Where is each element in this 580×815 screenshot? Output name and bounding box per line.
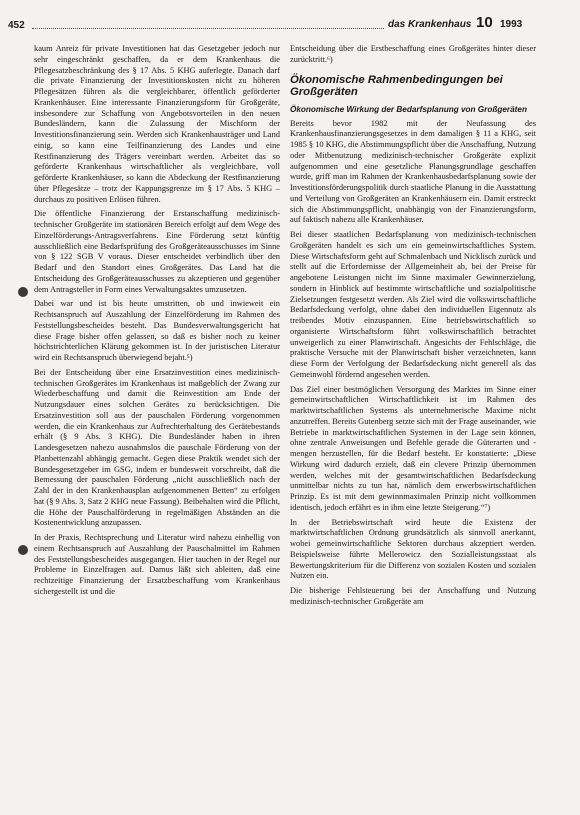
section-heading: Ökonomische Rahmenbedingungen bei Großgeräten	[290, 73, 503, 98]
left-paragraph: In der Praxis, Rechtsprechung und Literatur wird nahezu einhellig von einem Rechtsanspruch auf Auszahlung der Pauschalmittel im Rahmen des Feststellungsbescheides ausgegangen. Hier tauchen in der Regel nur Probleme in Einzelfragen auf. Damus läßt sich ableiten, daß eine rechtzeitige Finanzierung der Ersatzbeschaffung vom Krankenhaus sichergestellt ist und die	[34, 533, 280, 596]
issue-number: 10	[476, 14, 493, 31]
right-paragraph: Bei dieser staatlichen Bedarfsplanung von medizinisch-technischen Großgeräten handelt es sich um ein gemeinwirtschaftliches System. Diese Wirtschaftsform geht auf Schmalenbach und Nicklisch zurück und stellt auf die Erfordernisse der Allgemeinheit ab, bei der Preise für angebotene Leistungen nicht im Sinne maximaler Gewinnerzielung, sondern in Hinblick auf bestimmte wirtschaftliche und sozialpolitische Zielsetzungen festgesetzt werden. Als Ziel wird die volkswirtschaftliche Bedarfsdeckung verfolgt, ohne dabei den individuellen Eigennutz als treibendes Motiv einzuspannen. Eine betriebswirtschaftlich so organisierte Wirtschaftsform führt volkswirtschaftlich betrachtet unweigerlich zu einer Planwirtschaft. Angesichts der Fehlschläge, die praktische Versuche mit der Planwirtschaft bisher verzeichneten, kann diese Form der Verfolgung der Bedarfsdeckung nicht generell als das Gemeinwohl fördernd angesehen werden.	[290, 230, 536, 379]
header-rule	[32, 28, 384, 29]
page-header	[0, 0, 580, 42]
right-paragraph: Die bisherige Fehlsteuerung bei der Anschaffung und Nutzung medizinisch-technischer Großgeräte am	[290, 586, 536, 606]
punch-hole	[18, 287, 28, 297]
right-paragraph: Das Ziel einer bestmöglichen Versorgung des Marktes im Sinne einer gemeinwirtschaftlichen Wirtschaftlichkeit ist im Rahmen des marktwirtschaftlichen Systems als unternehmerische Maxime nicht anzutreffen. Bereits Gutenberg setzte sich mit der Frage auseinander, wie Betriebe in marktwirtschaftlichen Systemen in der Lage sein können, ohne zentrale Anweisungen und Befehle gerade die Güterarten und -mengen herzustellen, für die Bedarf besteht. Er konstatierte: „Diese Wirkung wird dadurch erzielt, daß ein clevere Prinzip übernommen werden, welches mit der gesamtwirtschaftlichen Bedarfsdeckung unmittelbar nichts zu tun hat, nämlich dem erwerbswirtschaftlichen Prinzip. Es ist mit dem gewinnmaximalen Prinzip nicht vollkommen identisch, jedoch erfährt es in ihm eine letzte Steigerung.“⁷)	[290, 384, 536, 512]
left-paragraph: Bei der Entscheidung über eine Ersatzinvestition eines medizinisch-technischen Großgerätes im Krankenhaus ist maßgeblich der Zwang zur Wiederbeschaffung und damit die Reinvestition am Ende der Nutzungsdauer eines solchen Gerätes zu berücksichtigen. Die Ersatzinvestition soll aus der pauschalen Förderung vorgenommen werden, die ein Krankenhaus zur Aufrechterhaltung des Gerätebestands erhält (§ 9 Abs. 3 KHG). Die Bundesländer haben in ihren Landesgesetzen nahezu ausnahmslos die pauschale Förderung von der Planbettenzahl abhängig gemacht. Gegen diese Praktik wendet sich der Bundesgesetzgeber im GSG, indem er bundesweit vorschreibt, daß die Bemessung der pauschalen Förderung „nicht ausschließlich nach der Zahl der in den Krankenhausplan aufgenommenen Betten“ zu erfolgen hat (§ 9 Abs. 3, Satz 2 KHG neue Fassung). Beibehalten wird die Pflicht, die Höhe der Pauschalförderung in regelmäßigen Abständen an die Kostenentwicklung anzupassen.	[34, 367, 280, 528]
right-column	[290, 44, 536, 809]
left-paragraph: Die öffentliche Finanzierung der Erstanschaffung medizinisch-technischer Großgeräte im stationären Bereich erfolgt auf dem Wege des Einzelförderungs-Antragsverfahrens. Eine Förderung setzt künftig ausschließlich eine Bedarfsprüfung des Großgeräteausschusses im Sinne von § 122 SGB V voraus. Dieser entscheidet verbindlich über den Bedarf und den Standort eines Großgerätes. Das Land hat die Entscheidung des Großgeräteausschusses zu akzeptieren und gegenüber dem Antragsteller in Form eines Verwaltungsaktes umzusetzen.	[34, 209, 280, 294]
section-subheading: Ökonomische Wirkung der Bedarfsplanung von Großgeräten	[290, 104, 527, 114]
left-paragraph: kaum Anreiz für private Investitionen hat das Gesetzgeber jedoch nur sehr eingeschränkt geschaffen, da er dem Krankenhaus die Pflegesatzbeschränkung des § 17 Abs. 5 KHG auferlegte. Danach darf die private Finanzierung der Investitionskosten nicht zu höheren Pflegesätzen führen als die vergleichbarer, öffentlich geförderter Krankenhäuser. Eine interessante Finanzierungsform für Großgeräte, insbesondere zur Schaffung von Angebotsvorteilen in den neuen Bundesländern, kann die Zulassung der Mischform der Investitionsfinanzierung sein. Werden sich Krankenhausträger und Land einig, so kann eine Teilfinanzierung des Landes und eine Restfinanzierung des Trägers vereinbart werden. Arbeitet das so geförderte Krankenhaus wirtschaftlicher als vergleichbare, voll geförderte Krankenhäuser, so kann die Abdeckung der Restfinanzierung über Pflegesätze – trotz der Kappungsgrenze im § 17 Abs. 5 KHG – durchaus zu positiven Erlösen führen.	[34, 44, 280, 204]
issue-year: 1993	[500, 19, 523, 30]
left-paragraph: Dabei war und ist bis heute umstritten, ob und inwieweit ein Rechtsanspruch auf Auszahlung der Einzelförderung im Rahmen des Feststellungsbescheides besteht. Das Bundesverwaltungsgericht hat diese Frage bisher offen gelassen, so daß es bisher noch zu keiner höchstrichterlichen Klärung gekommen ist. In der juristischen Literatur wird ein Rechtsanspruch überwiegend bejaht.⁵)	[34, 299, 280, 362]
right-intro-paragraph: Entscheidung über die Erstbeschaffung eines Großgerätes hinter dieser zurücktritt.⁶)	[290, 44, 536, 64]
left-column	[34, 44, 280, 809]
page-number: 452	[8, 20, 25, 31]
punch-hole	[18, 545, 28, 555]
right-paragraph: In der Betriebswirtschaft wird heute die Existenz der marktwirtschaftlichen Ordnung grundsätzlich als sinnvoll anerkannt, wobei gemeinwirtschaftliche Sektoren durchaus akzeptiert werden. Beispielsweise führte Mellerowicz den Sozialleistungsstaat als Bewertungskriterium für die Differenz von sozialen Kosten und sozialen Nutzen ein.	[290, 517, 536, 581]
right-paragraph: Bereits bevor 1982 mit der Neufassung des Krankenhausfinanzierungsgesetzes in dem damaligen § 11 a KHG, seit 1985 § 10 KHG, die Abstimmungspflicht über die Anschaffung, Nutzung oder Mitbenutzung medizinisch-technischer Großgeräte explizit aufgenommen und eine gesetzliche Planungsgrundlage geschaffen wurde, griff man im Rahmen der Krankenhausbedarfsplanung sowie der Investitionsförderungspolitik durch staatliche Planung in die Ausstattung und Verteilung von Großgeräten an Krankenhäusern ein. Damit erstreckt sich die Abstimmungspflicht, unabhängig von der Finanzierungsform, auf faktisch nahezu alle Krankenhäuser.	[290, 118, 536, 225]
journal-name: das Krankenhaus	[388, 19, 472, 30]
